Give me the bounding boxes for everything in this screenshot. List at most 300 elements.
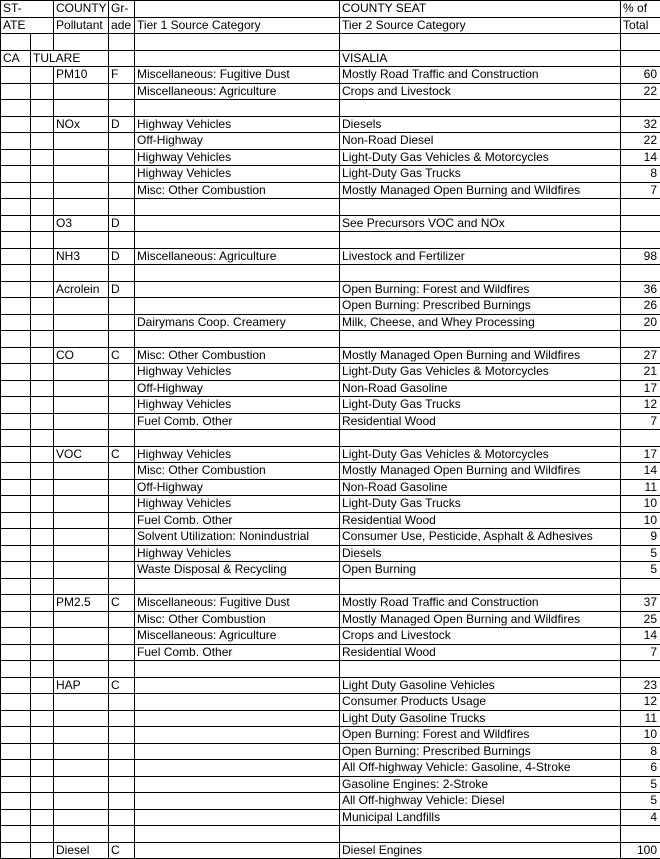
cell-percent: 14 — [621, 628, 660, 645]
cell-percent: 98 — [621, 248, 660, 265]
cell-grade — [109, 661, 135, 678]
cell-state — [1, 34, 31, 51]
cell-spacer — [31, 380, 54, 397]
cell-percent: 10 — [621, 496, 660, 513]
cell-percent: 5 — [621, 562, 660, 579]
cell-spacer — [31, 331, 54, 348]
cell-tier2: Diesel Engines — [340, 842, 621, 859]
cell-tier1: Highway Vehicles — [135, 149, 340, 166]
cell-pollutant — [54, 776, 109, 793]
cell-pollutant — [54, 83, 109, 100]
cell-grade — [109, 133, 135, 150]
cell-grade — [109, 809, 135, 826]
table-row — [1, 826, 660, 843]
cell-tier1: Off-Highway — [135, 133, 340, 150]
cell-grade — [109, 463, 135, 480]
cell-state — [1, 809, 31, 826]
cell-state — [1, 281, 31, 298]
cell-pollutant — [54, 133, 109, 150]
table-row — [1, 67, 660, 84]
cell-grade — [109, 413, 135, 430]
table-row — [1, 364, 660, 381]
header-cell-percent: % of — [621, 1, 660, 18]
cell-tier1: Highway Vehicles — [135, 446, 340, 463]
cell-tier2: Residential Wood — [340, 413, 621, 430]
cell-state — [1, 595, 31, 612]
table-row — [1, 281, 660, 298]
cell-state — [1, 562, 31, 579]
cell-pollutant — [54, 182, 109, 199]
cell-spacer — [31, 793, 54, 810]
cell-pollutant — [54, 826, 109, 843]
cell-pollutant — [54, 331, 109, 348]
cell-percent — [621, 199, 660, 216]
cell-spacer — [31, 133, 54, 150]
cell-grade: D — [109, 116, 135, 133]
table-row — [1, 760, 660, 777]
cell-pollutant: Diesel — [54, 842, 109, 859]
cell-grade: C — [109, 595, 135, 612]
cell-grade — [109, 479, 135, 496]
cell-pollutant — [54, 380, 109, 397]
cell-tier2: Gasoline Engines: 2-Stroke — [340, 776, 621, 793]
cell-percent: 60 — [621, 67, 660, 84]
header-cell-grade: Gr- — [109, 1, 135, 18]
header-cell-pollutant: Pollutant — [54, 17, 109, 34]
cell-state — [1, 529, 31, 546]
table-row — [1, 644, 660, 661]
cell-percent: 32 — [621, 116, 660, 133]
cell-grade — [109, 331, 135, 348]
cell-percent: 26 — [621, 298, 660, 315]
cell-percent: 20 — [621, 314, 660, 331]
cell-pollutant — [54, 100, 109, 117]
cell-pollutant: PM10 — [54, 67, 109, 84]
cell-percent: 7 — [621, 182, 660, 199]
cell-percent: 6 — [621, 760, 660, 777]
header-cell-tier1: Tier 1 Source Category — [135, 17, 340, 34]
cell-state — [1, 364, 31, 381]
table-row — [1, 199, 660, 216]
table-row — [1, 611, 660, 628]
cell-pollutant: Acrolein — [54, 281, 109, 298]
cell-tier1: Miscellaneous: Agriculture — [135, 83, 340, 100]
cell-pollutant: TULARE — [31, 50, 109, 67]
cell-grade — [109, 644, 135, 661]
header-cell-tier2: COUNTY SEAT — [340, 1, 621, 18]
cell-pollutant — [54, 496, 109, 513]
cell-spacer — [31, 116, 54, 133]
cell-tier2: Diesels — [340, 545, 621, 562]
cell-tier2: All Off-highway Vehicle: Diesel — [340, 793, 621, 810]
cell-tier1 — [135, 793, 340, 810]
cell-grade — [109, 380, 135, 397]
cell-tier2: Light Duty Gasoline Vehicles — [340, 677, 621, 694]
cell-pollutant: NH3 — [54, 248, 109, 265]
cell-state — [1, 644, 31, 661]
table-row — [1, 182, 660, 199]
cell-tier2: Open Burning — [340, 562, 621, 579]
cell-state — [1, 743, 31, 760]
cell-grade — [109, 529, 135, 546]
cell-state — [1, 628, 31, 645]
cell-state — [1, 380, 31, 397]
cell-tier1: Miscellaneous: Agriculture — [135, 628, 340, 645]
cell-grade — [109, 776, 135, 793]
cell-spacer — [31, 562, 54, 579]
cell-spacer — [31, 743, 54, 760]
cell-spacer — [31, 314, 54, 331]
cell-state — [1, 199, 31, 216]
cell-tier2: VISALIA — [340, 50, 621, 67]
cell-pollutant — [54, 628, 109, 645]
cell-percent: 14 — [621, 463, 660, 480]
cell-grade: D — [109, 281, 135, 298]
cell-state — [1, 710, 31, 727]
cell-grade — [109, 760, 135, 777]
cell-state — [1, 430, 31, 447]
cell-grade — [109, 182, 135, 199]
cell-state — [1, 347, 31, 364]
cell-tier2: Light-Duty Gas Trucks — [340, 397, 621, 414]
cell-percent: 22 — [621, 133, 660, 150]
cell-grade: F — [109, 67, 135, 84]
cell-grade — [109, 694, 135, 711]
cell-grade: C — [109, 677, 135, 694]
cell-pollutant — [54, 545, 109, 562]
cell-grade — [109, 34, 135, 51]
table-row — [1, 595, 660, 612]
cell-tier1: Miscellaneous: Fugitive Dust — [135, 595, 340, 612]
cell-spacer — [31, 727, 54, 744]
cell-tier1 — [135, 298, 340, 315]
cell-grade: C — [109, 446, 135, 463]
cell-tier1: Waste Disposal & Recycling — [135, 562, 340, 579]
cell-tier2: Residential Wood — [340, 512, 621, 529]
cell-grade — [109, 149, 135, 166]
cell-grade — [109, 265, 135, 282]
cell-tier2: Light-Duty Gas Trucks — [340, 166, 621, 183]
cell-pollutant — [54, 512, 109, 529]
cell-grade — [109, 430, 135, 447]
cell-spacer — [31, 281, 54, 298]
cell-grade — [109, 545, 135, 562]
cell-percent: 21 — [621, 364, 660, 381]
cell-grade — [109, 710, 135, 727]
cell-spacer — [31, 644, 54, 661]
table-row — [1, 314, 660, 331]
cell-pollutant: HAP — [54, 677, 109, 694]
cell-spacer — [31, 215, 54, 232]
cell-spacer — [31, 545, 54, 562]
cell-grade — [109, 199, 135, 216]
cell-state — [1, 694, 31, 711]
cell-percent — [621, 215, 660, 232]
cell-grade: D — [109, 215, 135, 232]
cell-state — [1, 727, 31, 744]
cell-tier2: Non-Road Diesel — [340, 133, 621, 150]
table-row — [1, 347, 660, 364]
header-cell-percent: Total — [621, 17, 660, 34]
cell-tier1: Dairymans Coop. Creamery — [135, 314, 340, 331]
cell-tier1 — [135, 727, 340, 744]
cell-state — [1, 578, 31, 595]
cell-pollutant — [54, 809, 109, 826]
cell-percent: 9 — [621, 529, 660, 546]
table-row — [1, 215, 660, 232]
cell-state — [1, 479, 31, 496]
cell-pollutant — [54, 727, 109, 744]
cell-pollutant — [54, 298, 109, 315]
table-row — [1, 380, 660, 397]
cell-tier1 — [135, 826, 340, 843]
cell-spacer — [31, 611, 54, 628]
cell-state — [1, 116, 31, 133]
cell-state — [1, 413, 31, 430]
header-row — [1, 17, 660, 34]
cell-tier1 — [135, 265, 340, 282]
cell-spacer — [31, 199, 54, 216]
cell-tier1 — [135, 578, 340, 595]
cell-state — [1, 760, 31, 777]
cell-tier2 — [340, 34, 621, 51]
cell-state — [1, 314, 31, 331]
table-row — [1, 397, 660, 414]
cell-state — [1, 83, 31, 100]
table-row — [1, 166, 660, 183]
cell-percent: 4 — [621, 809, 660, 826]
table-row — [1, 83, 660, 100]
cell-tier2: All Off-highway Vehicle: Gasoline, 4-Stroke — [340, 760, 621, 777]
cell-tier1 — [135, 199, 340, 216]
cell-state — [1, 331, 31, 348]
cell-pollutant: NOx — [54, 116, 109, 133]
cell-percent — [621, 232, 660, 249]
cell-tier2: Light-Duty Gas Vehicles & Motorcycles — [340, 446, 621, 463]
table-row — [1, 463, 660, 480]
cell-pollutant — [54, 710, 109, 727]
cell-percent: 11 — [621, 479, 660, 496]
cell-tier1: Misc: Other Combustion — [135, 347, 340, 364]
cell-tier1 — [135, 743, 340, 760]
table-row — [1, 34, 660, 51]
table-row — [1, 529, 660, 546]
cell-spacer — [31, 298, 54, 315]
cell-state — [1, 661, 31, 678]
cell-pollutant — [54, 760, 109, 777]
cell-tier1: Highway Vehicles — [135, 166, 340, 183]
cell-spacer — [31, 347, 54, 364]
cell-pollutant — [54, 562, 109, 579]
cell-spacer — [31, 83, 54, 100]
cell-state — [1, 215, 31, 232]
table-row — [1, 149, 660, 166]
cell-tier1: Fuel Comb. Other — [135, 644, 340, 661]
cell-percent: 7 — [621, 413, 660, 430]
cell-tier1 — [135, 34, 340, 51]
cell-state — [1, 248, 31, 265]
cell-tier1 — [135, 430, 340, 447]
cell-percent: 12 — [621, 694, 660, 711]
cell-grade — [109, 743, 135, 760]
cell-spacer — [31, 413, 54, 430]
cell-spacer — [31, 496, 54, 513]
cell-state — [1, 677, 31, 694]
cell-state — [1, 842, 31, 859]
cell-percent: 8 — [621, 166, 660, 183]
table-row — [1, 50, 660, 67]
cell-pollutant — [54, 793, 109, 810]
cell-state — [1, 232, 31, 249]
cell-percent: 8 — [621, 743, 660, 760]
cell-pollutant: VOC — [54, 446, 109, 463]
cell-tier2 — [340, 578, 621, 595]
table-row — [1, 331, 660, 348]
table-row — [1, 430, 660, 447]
cell-tier2: Livestock and Fertilizer — [340, 248, 621, 265]
cell-percent — [621, 265, 660, 282]
cell-tier1: Highway Vehicles — [135, 397, 340, 414]
cell-tier1: Misc: Other Combustion — [135, 182, 340, 199]
cell-spacer — [31, 628, 54, 645]
cell-tier2: Open Burning: Forest and Wildfires — [340, 727, 621, 744]
cell-tier2: Mostly Managed Open Burning and Wildfires — [340, 463, 621, 480]
cell-tier2: Light-Duty Gas Vehicles & Motorcycles — [340, 149, 621, 166]
cell-grade — [109, 578, 135, 595]
cell-grade — [109, 166, 135, 183]
cell-tier1 — [135, 661, 340, 678]
cell-spacer — [31, 760, 54, 777]
cell-tier1: Highway Vehicles — [135, 364, 340, 381]
cell-percent: 11 — [621, 710, 660, 727]
cell-tier2: Mostly Managed Open Burning and Wildfires — [340, 182, 621, 199]
cell-spacer — [31, 232, 54, 249]
cell-tier2: See Precursors VOC and NOx — [340, 215, 621, 232]
cell-spacer — [31, 512, 54, 529]
cell-spacer — [31, 529, 54, 546]
cell-spacer — [31, 677, 54, 694]
cell-percent: 5 — [621, 776, 660, 793]
cell-pollutant — [54, 166, 109, 183]
cell-spacer — [31, 166, 54, 183]
cell-state — [1, 776, 31, 793]
table-row — [1, 628, 660, 645]
cell-tier2: Non-Road Gasoline — [340, 380, 621, 397]
cell-tier2: Consumer Use, Pesticide, Asphalt & Adhesives — [340, 529, 621, 546]
cell-tier1 — [135, 50, 340, 67]
cell-state: CA — [1, 50, 31, 67]
cell-pollutant — [54, 232, 109, 249]
cell-spacer — [31, 595, 54, 612]
cell-percent — [621, 826, 660, 843]
table-row — [1, 116, 660, 133]
cell-pollutant — [54, 265, 109, 282]
cell-spacer — [31, 446, 54, 463]
cell-tier1 — [135, 215, 340, 232]
cell-pollutant — [54, 529, 109, 546]
cell-grade — [109, 826, 135, 843]
table-row — [1, 100, 660, 117]
cell-spacer — [31, 397, 54, 414]
cell-tier2 — [340, 265, 621, 282]
cell-grade — [109, 512, 135, 529]
cell-percent: 12 — [621, 397, 660, 414]
cell-tier2: Light Duty Gasoline Trucks — [340, 710, 621, 727]
cell-pollutant: PM2.5 — [54, 595, 109, 612]
cell-percent: 14 — [621, 149, 660, 166]
cell-state — [1, 298, 31, 315]
cell-spacer — [31, 182, 54, 199]
cell-pollutant — [54, 694, 109, 711]
cell-state — [1, 182, 31, 199]
cell-tier2 — [340, 100, 621, 117]
cell-pollutant — [54, 430, 109, 447]
cell-pollutant — [54, 364, 109, 381]
header-cell-pollutant: COUNTY — [54, 1, 109, 18]
cell-spacer — [31, 34, 54, 51]
cell-state — [1, 611, 31, 628]
cell-tier2 — [340, 331, 621, 348]
cell-spacer — [31, 661, 54, 678]
cell-pollutant — [54, 397, 109, 414]
cell-spacer — [31, 100, 54, 117]
cell-state — [1, 67, 31, 84]
cell-percent: 27 — [621, 347, 660, 364]
cell-spacer — [31, 463, 54, 480]
cell-spacer — [31, 694, 54, 711]
cell-tier1: Miscellaneous: Fugitive Dust — [135, 67, 340, 84]
cell-tier1 — [135, 100, 340, 117]
cell-grade — [109, 397, 135, 414]
cell-state — [1, 265, 31, 282]
cell-tier2 — [340, 232, 621, 249]
cell-state — [1, 463, 31, 480]
table-row — [1, 727, 660, 744]
cell-tier2: Open Burning: Prescribed Burnings — [340, 298, 621, 315]
table-row — [1, 232, 660, 249]
table-row — [1, 496, 660, 513]
cell-pollutant — [54, 413, 109, 430]
cell-pollutant — [54, 199, 109, 216]
cell-percent: 25 — [621, 611, 660, 628]
cell-percent: 10 — [621, 512, 660, 529]
table-row — [1, 776, 660, 793]
cell-tier2: Milk, Cheese, and Whey Processing — [340, 314, 621, 331]
cell-tier1 — [135, 760, 340, 777]
cell-percent — [621, 661, 660, 678]
cell-tier2: Open Burning: Forest and Wildfires — [340, 281, 621, 298]
cell-state — [1, 545, 31, 562]
table-row — [1, 842, 660, 859]
cell-spacer — [31, 149, 54, 166]
cell-pollutant — [54, 611, 109, 628]
cell-tier2: Light-Duty Gas Vehicles & Motorcycles — [340, 364, 621, 381]
cell-state — [1, 496, 31, 513]
cell-spacer — [31, 809, 54, 826]
cell-percent — [621, 100, 660, 117]
cell-grade — [109, 50, 135, 67]
cell-pollutant: CO — [54, 347, 109, 364]
cell-percent: 36 — [621, 281, 660, 298]
cell-tier2: Light-Duty Gas Trucks — [340, 496, 621, 513]
cell-grade — [109, 727, 135, 744]
cell-pollutant — [54, 34, 109, 51]
table-row — [1, 809, 660, 826]
cell-spacer — [31, 776, 54, 793]
cell-tier2: Mostly Road Traffic and Construction — [340, 595, 621, 612]
header-cell-state: ATE — [1, 17, 54, 34]
cell-spacer — [31, 710, 54, 727]
